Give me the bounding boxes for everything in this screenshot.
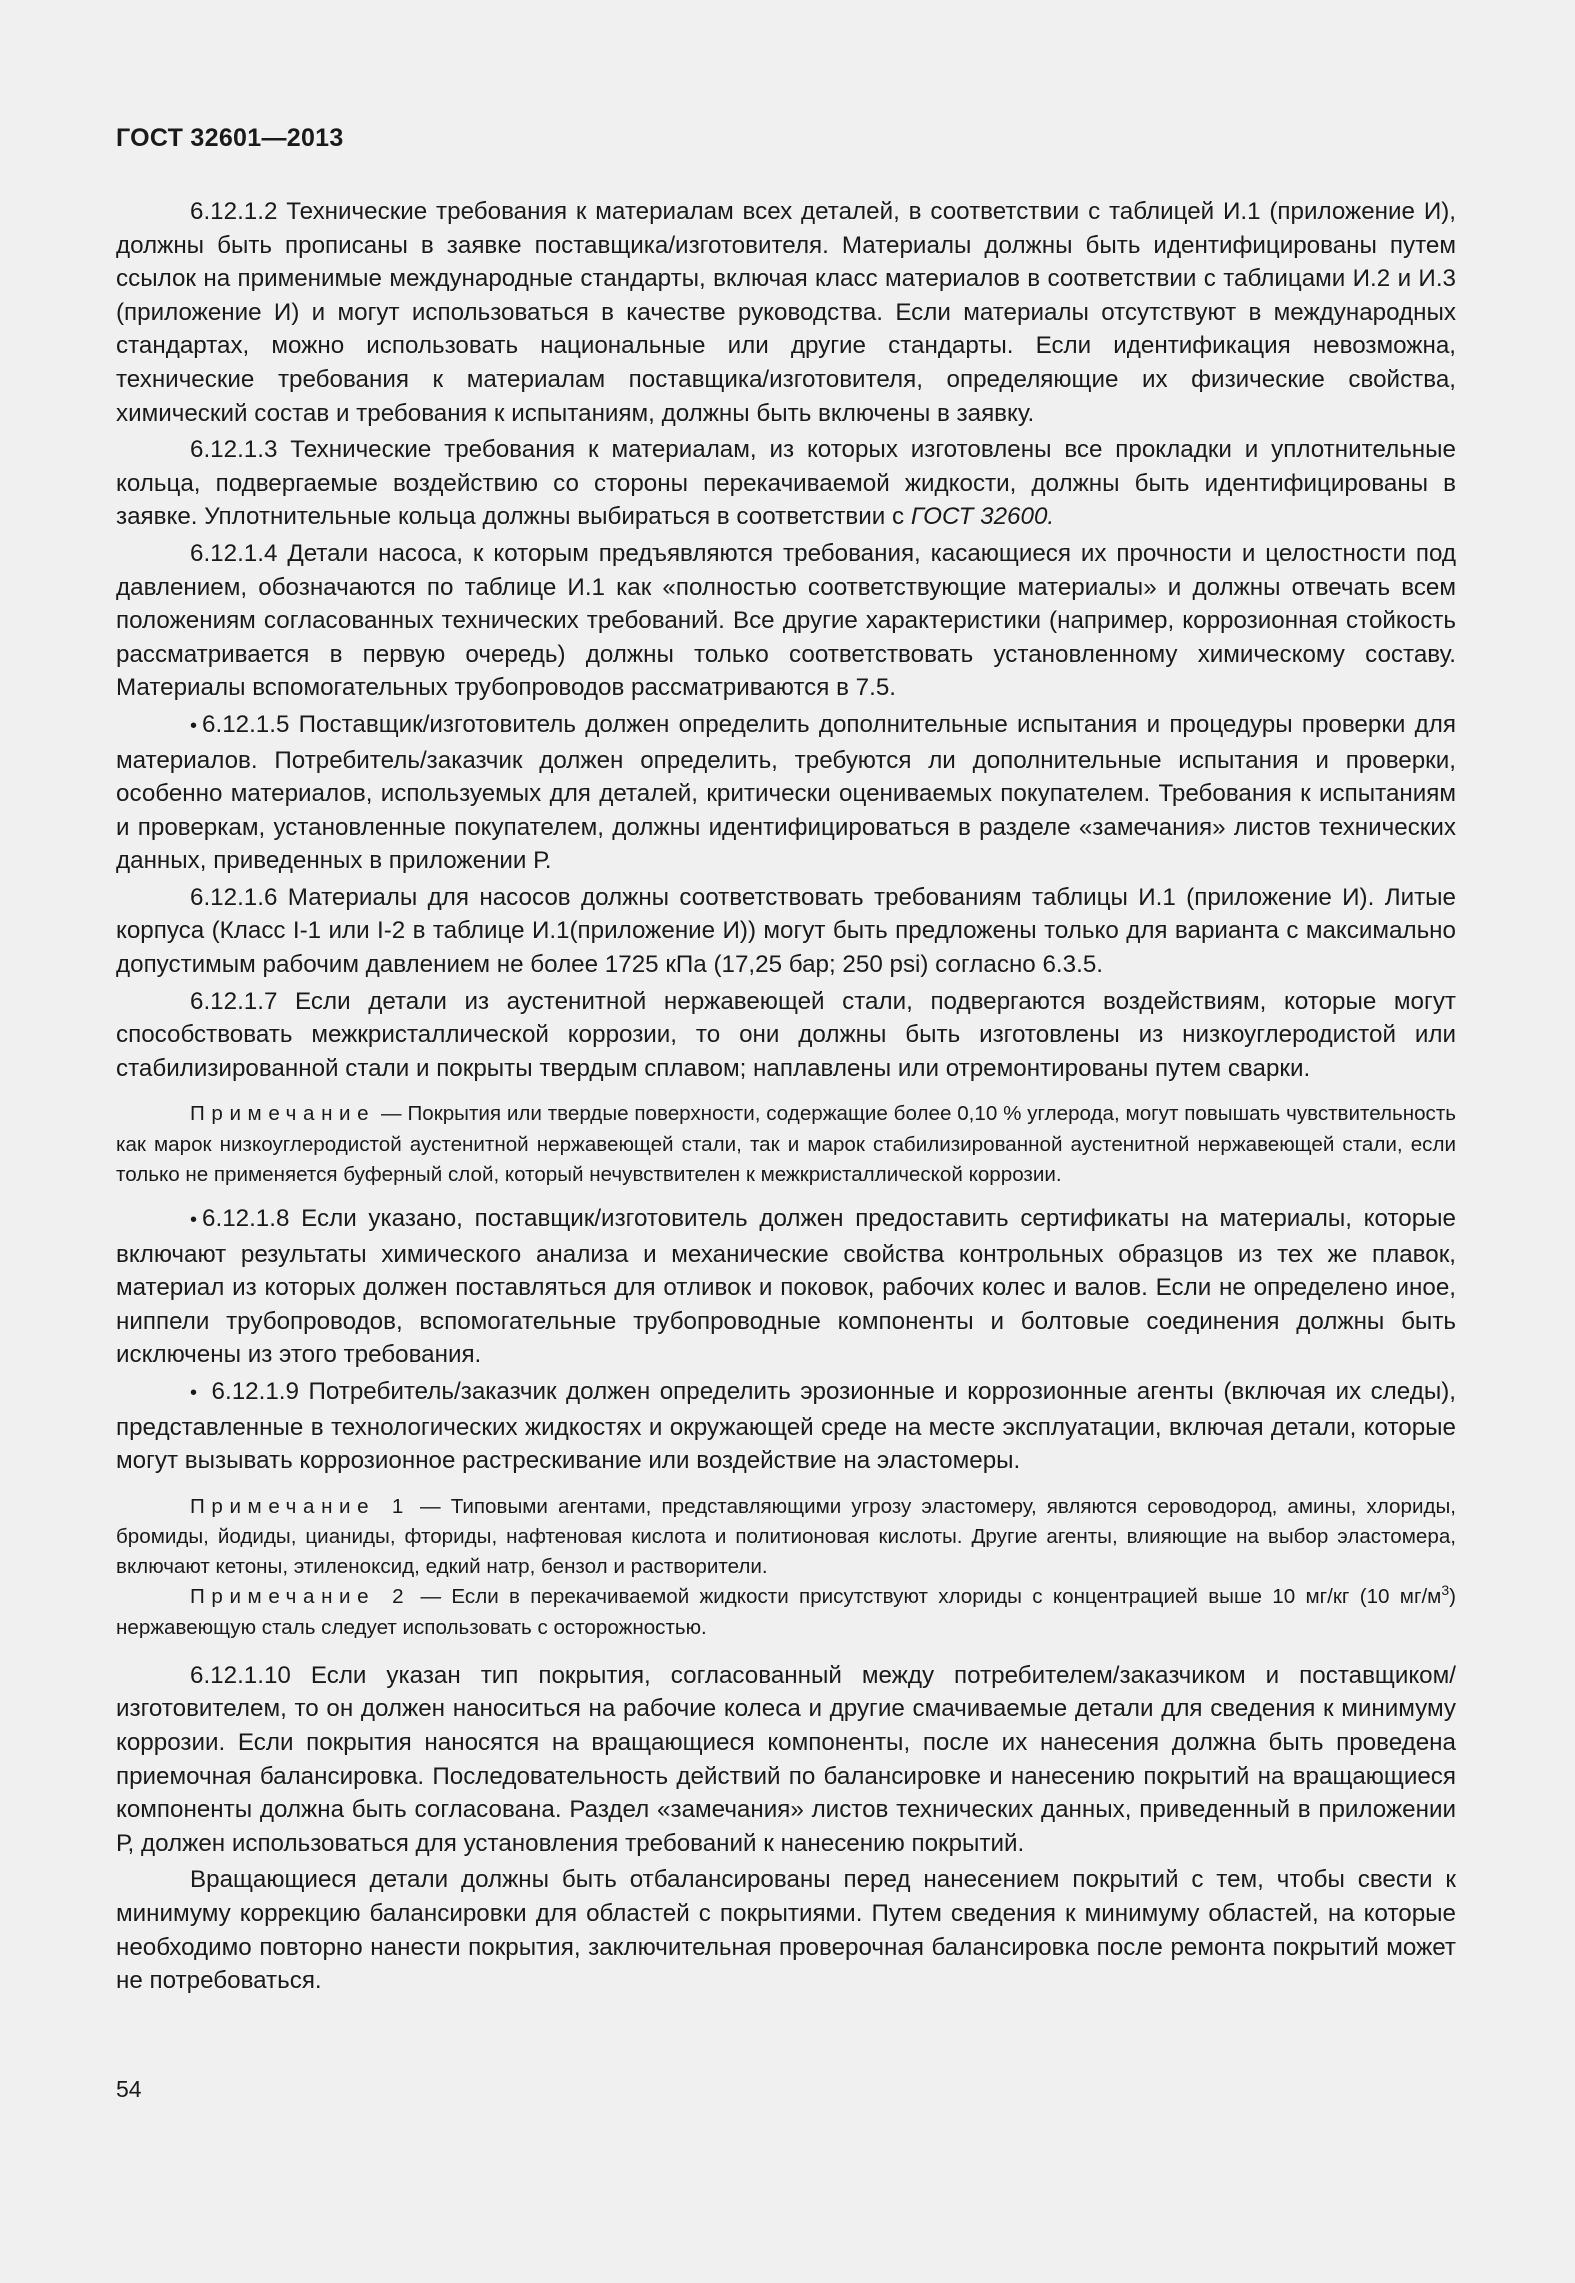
paragraph-6-12-1-8-text: 6.12.1.8 Если указано, поставщик/изготовитель должен предоставить сертификаты на материалы, которые включают результаты химического анализа и механические свойства контрольных образцов из тех же плавок, материал из которых должен поставляться для отливок и поковок, рабочих колес и валов. Если не определено иное, ниппели трубопроводов, вспомогательные трубопроводные компоненты и болтовые соединения должны быть исключены из этого требования. [116,1205,1456,1369]
note-label: Примечание 1 [190,1494,410,1518]
paragraph-6-12-1-10: 6.12.1.10 Если указан тип покрытия, согласованный между потребителем/заказчиком и поставщиком/изготовителем, то он должен наноситься на рабочие колеса и другие смачиваемые детали для сведения к минимуму коррозии. Если покрытия наносятся на вращающиеся компоненты, после их нанесения должна быть проведена приемочная балансировка. Последовательность действий по балансировке и нанесению покрытий на вращающиеся компоненты должна быть согласована. Раздел «замечания» листов технических данных, приведенный в приложении Р, должен использоваться для установления требований к нанесению покрытий. [116,1661,1456,1857]
note-text: — Типовыми агентами, представляющими угрозу эластомеру, являются сероводород, амины, хлориды, бромиды, йодиды, цианиды, фториды, нафтеновая кислота и политионовая кислоты. Другие агенты, влияющие на выбор эластомера, включают кетоны, этиленоксид, едкий натр, бензол и растворители. [116,1494,1456,1579]
note-1 [116,1099,1456,1190]
note-text-a: — Если в перекачиваемой жидкости присутствуют хлориды с концентрацией выше 10 мг/кг (10 мг/м [420,1585,1442,1609]
note-2 [116,1492,1456,1583]
paragraph-6-12-1-3-text: 6.12.1.3 Технические требования к материалам, из которых изготовлены все прокладки и уплотнительные кольца, подвергаемые воздействию со стороны перекачиваемой жидкости, должны быть идентифицированы в заявке. Уплотнительные кольца должны выбираться в соответствии с [116,436,1456,531]
note-block-2 [116,1492,1456,1643]
paragraph-6-12-1-6: 6.12.1.6 Материалы для насосов должны соответствовать требованиям таблицы И.1 (приложение И). Литые корпуса (Класс I-1 или I-2 в таблице И.1(приложение И)) могут быть предложены только для варианта с максимально допустимым рабочим давлением не более 1725 кПа (17,25 бар; 250 psi) согласно 6.3.5. [116,883,1456,979]
page-number: 54 [116,2076,142,2102]
paragraph-6-12-1-9-text: 6.12.1.9 Потребитель/заказчик должен определить эрозионные и коррозионные агенты (включая их следы), представленные в технологических жидкостях и окружающей среде на месте эксплуатации, включая детали, которые могут вызывать коррозионное растрескивание или воздействие на эластомеры. [116,1378,1456,1475]
paragraph-final: Вращающиеся детали должны быть отбалансированы перед нанесением покрытий с тем, чтобы свести к минимуму коррекцию балансировки для областей с покрытиями. Путем сведения к минимуму областей, на которые необходимо повторно нанести покрытия, заключительная проверочная балансировка после ремонта покрытий может не потребоваться. [116,1866,1456,1995]
paragraph-6-12-1-2: 6.12.1.2 Технические требования к материалам всех деталей, в соответствии с таблицей И.1 (приложение И), должны быть прописаны в заявке поставщика/изготовителя. Материалы должны быть идентифицированы путем ссылок на применимые международные стандарты, включая класс материалов в соответствии с таблицами И.2 и И.3 (приложение И) и могут использоваться в качестве руководства. Если материалы отсутствуют в международных стандартах, можно использовать национальные или другие стандарты. Если идентификация невозможна, технические требования к материалам поставщика/изготовителя, определяющие их физические свойства, химический состав и требования к испытаниям, должны быть включены в заявку. [116,198,1456,427]
note-block-1 [116,1099,1456,1190]
document-body [116,195,1456,1998]
paragraph-6-12-1-7: 6.12.1.7 Если детали из аустенитной нержавеющей стали, подвергаются воздействиям, которые могут способствовать межкристаллической коррозии, то они должны быть изготовлены из низкоуглеродистой или стабилизированной стали и покрыты твердым сплавом; наплавлены или отремонтированы путем сварки. [116,987,1456,1082]
bullet-icon: • [190,1209,198,1232]
bullet-icon: • [190,1382,198,1405]
paragraph-6-12-1-8 [116,1202,1456,1372]
paragraph-6-12-1-5 [116,708,1456,878]
superscript: 3 [1441,1582,1450,1599]
paragraph-6-12-1-4: 6.12.1.4 Детали насоса, к которым предъявляются требования, касающиеся их прочности и целостности под давлением, обозначаются по таблице И.1 как «полностью соответствующие материалы» и должны отвечать всем положениям согласованных технических требований. Все другие характеристики (например, коррозионная стойкость рассматривается в первую очередь) должны только соответствовать установленному химическому составу. Материалы вспомогательных трубопроводов рассматриваются в 7.5. [116,539,1456,702]
paragraph-6-12-1-3 [116,433,1456,534]
paragraph-6-12-1-9 [116,1375,1456,1478]
standard-reference: ГОСТ 32600. [910,503,1055,531]
note-text-b: ) нержавеющую сталь следует использовать с осторожностью. [116,1585,1456,1639]
note-text: — Покрытия или твердые поверхности, содержащие более 0,10 % углерода, могут повышать чувствительность как марок низкоуглеродистой аустенитной нержавеющей стали, так и марок стабилизированной аустенитной нержавеющей стали, если только не применяется буферный слой, который нечувствителен к межкристаллической коррозии. [116,1102,1456,1186]
document-header: ГОСТ 32601—2013 [116,124,344,152]
note-label: Примечание [190,1102,376,1126]
note-3 [116,1582,1456,1642]
paragraph-6-12-1-5-text: 6.12.1.5 Поставщик/изготовитель должен определить дополнительные испытания и процедуры проверки для материалов. Потребитель/заказчик должен определить, требуются ли дополнительные испытания и проверки, особенно материалов, используемых для деталей, критически оцениваемых покупателем. Требования к испытаниям и проверкам, установленные покупателем, должны идентифицироваться в разделе «замечания» листов технических данных, приведенных в приложении Р. [116,710,1456,875]
bullet-icon: • [190,714,198,737]
note-label: Примечание 2 [190,1585,411,1609]
